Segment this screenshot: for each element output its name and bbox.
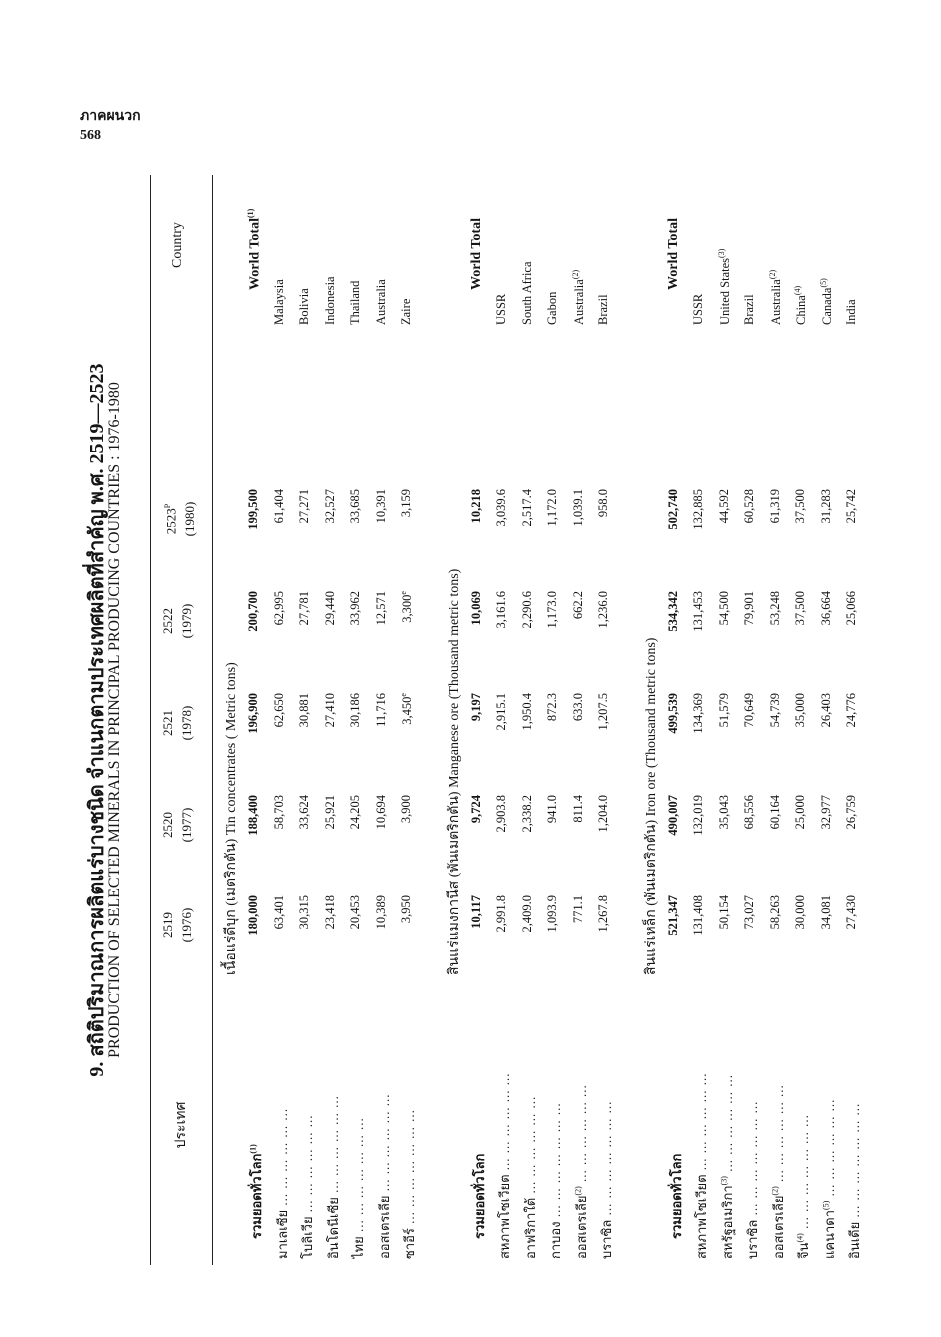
- value-cell: 958.0: [596, 489, 610, 518]
- value-cell: 30,000: [793, 895, 807, 930]
- value-cell: 37,500: [793, 591, 807, 626]
- value-cell: 73,027: [742, 895, 756, 930]
- country-name-thai: อินเดีย ... ... ... ... ... ... ...: [847, 1102, 862, 1259]
- value-cell: 3,039.6: [494, 489, 508, 527]
- country-name-thai: ไทย ... ... ... ... ... ... ...: [351, 1117, 366, 1259]
- value-cell: 2,991.8: [494, 895, 508, 933]
- value-cell: 499,539: [665, 693, 680, 734]
- value-cell: 61,319: [767, 489, 782, 524]
- value-cell: 50,154: [716, 895, 731, 930]
- value-cell: 1,267.8: [596, 895, 610, 933]
- value-cell: 1,039.1: [570, 489, 585, 527]
- table-row: [494, 175, 518, 1265]
- table-title-english: PRODUCTION OF SELECTED MINERALS IN PRINCIPAL PRODUCING COUNTRIES : 1976-1980: [106, 382, 123, 1058]
- value-cell: 188,400: [246, 795, 260, 836]
- value-cell: 54,739: [767, 693, 782, 728]
- country-name-thai: รวมยอดทั่วโลก$^{(1)}$: [248, 1144, 264, 1239]
- total-row: [666, 175, 690, 1265]
- table-row: [717, 175, 741, 1265]
- value-cell: 34,081: [818, 895, 833, 930]
- value-cell: 196,900: [246, 693, 260, 734]
- rotated-statistics-table: [70, 175, 890, 1265]
- value-cell: 58,703: [271, 795, 286, 830]
- country-name-english: Brazil: [742, 294, 756, 325]
- value-cell: 1,204.0: [596, 795, 610, 833]
- value-cell: 26,759: [844, 795, 858, 830]
- country-name-english: Canada$^{(5)}$: [818, 278, 834, 325]
- value-cell: 131,453: [691, 591, 705, 632]
- value-cell: 62,650: [271, 693, 286, 728]
- value-cell: 10,694: [373, 795, 388, 830]
- value-cell: 1,173.0: [545, 591, 559, 629]
- value-cell: 2,290.6: [519, 591, 534, 629]
- value-cell: 33,962: [348, 591, 362, 626]
- value-cell: 27,781: [297, 591, 311, 626]
- country-name-english: World Total$^{(1)}$: [246, 208, 263, 290]
- section-title: เนื้อแร่ดีบุก (เมตริกตัน) Tin concentrates ( Metric tons): [224, 662, 239, 975]
- value-cell: 35,043: [716, 795, 731, 830]
- value-cell: 2,517.4: [519, 489, 534, 527]
- value-cell: 44,592: [716, 489, 731, 524]
- value-cell: 70,649: [742, 693, 756, 728]
- value-cell: 27,410: [322, 693, 337, 728]
- country-name-thai: แคนาดา$^{(5)}$ ... ... ... ... ... ...: [821, 1098, 837, 1259]
- value-cell: 27,430: [844, 895, 858, 930]
- top-rule: [150, 175, 151, 1265]
- header-rule: [212, 175, 213, 1265]
- year-header: $2523^P$ (1980): [163, 501, 198, 537]
- country-name-thai: รวมยอดทั่วโลก: [668, 1153, 684, 1239]
- value-cell: 30,186: [348, 693, 362, 728]
- country-name-english: Indonesia: [322, 276, 337, 325]
- value-cell: 1,207.5: [596, 693, 610, 731]
- country-name-thai: กาบอง ... ... ... ... ... ... ...: [548, 1102, 563, 1259]
- page-header: [80, 107, 141, 145]
- table-row: [399, 175, 423, 1265]
- value-cell: 26,403: [818, 693, 833, 728]
- country-name-thai: มาเลเซีย ... ... ... ... ... ...: [274, 1107, 290, 1259]
- table-row: [272, 175, 296, 1265]
- country-name-english: Brazil: [596, 294, 610, 325]
- value-cell: 37,500: [793, 489, 807, 524]
- country-name-thai: สหรัฐอเมริกา$^{(3)}$ ... ... ... ... ... ...: [719, 1074, 735, 1259]
- value-cell: 29,440: [322, 591, 337, 626]
- value-cell: 3,161.6: [494, 591, 508, 629]
- country-name-thai: สหภาพโซเวียต ... ... ... ... ... ...: [497, 1072, 512, 1259]
- value-cell: 1,236.0: [596, 591, 610, 629]
- total-row: [469, 175, 493, 1265]
- year-header: 2520 (1977): [160, 807, 194, 843]
- value-cell: 9,724: [468, 795, 483, 824]
- value-cell: 1,950.4: [519, 693, 534, 731]
- value-cell: 10,391: [373, 489, 388, 524]
- country-name-english: Gabon: [545, 291, 559, 325]
- country-name-english: United States$^{(3)}$: [716, 248, 732, 325]
- country-name-thai: โบลิเวีย ... ... ... ... ... ...: [300, 1114, 315, 1259]
- value-cell: 3,300e: [399, 591, 415, 623]
- value-cell: 10,218: [468, 489, 483, 524]
- value-cell: 662.2: [570, 591, 585, 620]
- value-cell: 36,664: [818, 591, 833, 626]
- header-country-english: Country: [170, 222, 185, 268]
- value-cell: 633.0: [570, 693, 585, 722]
- value-cell: 63,401: [271, 895, 286, 930]
- country-name-thai: อาฟริกาใต้ ... ... ... ... ... ...: [522, 1095, 538, 1259]
- table-row: [596, 175, 620, 1265]
- value-cell: 534,342: [665, 591, 680, 632]
- table-row: [374, 175, 398, 1265]
- table-row: [323, 175, 347, 1265]
- value-cell: 180,000: [246, 895, 260, 936]
- section-title: สินแร่แมงกานีส (พันเมตริกตัน) Manganese ore (Thousand metric tons): [446, 568, 462, 975]
- value-cell: 24,205: [348, 795, 362, 830]
- value-cell: 2,915.1: [494, 693, 508, 731]
- value-cell: 25,742: [844, 489, 858, 524]
- country-name-english: Zaire: [399, 298, 413, 325]
- value-cell: 1,093.9: [545, 895, 559, 933]
- value-cell: 58,263: [767, 895, 782, 930]
- total-row: [246, 175, 270, 1265]
- country-name-english: Malaysia: [271, 279, 286, 325]
- table-row: [348, 175, 372, 1265]
- value-cell: 25,921: [322, 795, 337, 830]
- value-cell: 23,418: [322, 895, 337, 930]
- value-cell: 502,740: [665, 489, 680, 530]
- value-cell: 32,977: [818, 795, 833, 830]
- value-cell: 1,172.0: [545, 489, 559, 527]
- country-name-english: USSR: [494, 293, 508, 325]
- value-cell: 60,528: [742, 489, 756, 524]
- country-name-english: India: [844, 299, 858, 325]
- country-name-english: Australia$^{(2)}$: [570, 269, 586, 325]
- country-name-thai: บราซิล ... ... ... ... ... ... ...: [599, 1100, 614, 1259]
- section-label: ภาคผนวก: [80, 109, 141, 124]
- country-name-english: China$^{(4)}$: [793, 285, 809, 325]
- country-name-english: World Total: [665, 218, 681, 290]
- value-cell: 131,408: [691, 895, 705, 936]
- value-cell: 811.4: [570, 795, 585, 823]
- year-header: 2521 (1978): [160, 705, 194, 741]
- table-row: [297, 175, 321, 1265]
- value-cell: 521,347: [665, 895, 680, 936]
- country-name-english: World Total: [468, 218, 484, 290]
- value-cell: 490,007: [665, 795, 680, 836]
- value-cell: 3,450e: [399, 693, 415, 725]
- table-row: [768, 175, 792, 1265]
- value-cell: 3,159: [399, 489, 413, 518]
- value-cell: 53,248: [767, 591, 782, 626]
- country-name-english: South Africa: [519, 261, 534, 325]
- value-cell: 32,527: [322, 489, 337, 524]
- country-name-english: Bolivia: [297, 288, 311, 325]
- value-cell: 33,685: [348, 489, 362, 524]
- value-cell: 132,019: [691, 795, 705, 836]
- country-name-thai: สหภาพโซเวียต ... ... ... ... ... ...: [694, 1072, 709, 1259]
- country-name-english: USSR: [691, 293, 705, 325]
- table-row: [793, 175, 817, 1265]
- value-cell: 68,556: [742, 795, 756, 830]
- country-name-thai: ออสเตรเลีย ... ... ... ... ... ...: [376, 1093, 392, 1259]
- value-cell: 11,716: [373, 693, 388, 727]
- table-title-thai: 9. สถิติปริมาณการผลิตแร่บางชนิด จำแนกตามประเทศผลิตที่สำคัญ พ.ศ. 2519—2523: [86, 363, 108, 1077]
- value-cell: 9,197: [468, 693, 483, 722]
- table-row: [844, 175, 868, 1265]
- country-name-english: Australia$^{(2)}$: [767, 269, 783, 325]
- value-cell: 27,271: [297, 489, 311, 524]
- value-cell: 2,338.2: [519, 795, 534, 833]
- table-row: [520, 175, 544, 1265]
- value-cell: 25,066: [844, 591, 858, 626]
- country-name-thai: บราซิล ... ... ... ... ... ... ...: [745, 1100, 760, 1259]
- value-cell: 61,404: [271, 489, 286, 524]
- country-name-thai: ออสเตรเลีย$^{(2)}$ ... ... ... ... ... ...: [770, 1084, 786, 1259]
- value-cell: 33,624: [297, 795, 311, 830]
- table-row: [571, 175, 595, 1265]
- value-cell: 132,885: [691, 489, 705, 530]
- value-cell: 10,117: [468, 895, 483, 929]
- table-row: [691, 175, 715, 1265]
- table-row: [742, 175, 766, 1265]
- value-cell: 3,900: [399, 795, 413, 824]
- header-country-thai: ประเทศ: [174, 1101, 189, 1149]
- country-name-english: Thailand: [348, 280, 362, 325]
- value-cell: 199,500: [246, 489, 260, 530]
- table-row: [819, 175, 843, 1265]
- section-title: สินแร่เหล็ก (พันเมตริกตัน) Iron ore (Thousand metric tons): [643, 637, 659, 975]
- value-cell: 31,283: [818, 489, 833, 524]
- value-cell: 30,315: [297, 895, 311, 930]
- page-number: 568: [80, 128, 101, 143]
- country-name-thai: ออสเตรเลีย$^{(2)}$ ... ... ... ... ... ...: [573, 1084, 589, 1259]
- value-cell: 79,901: [742, 591, 756, 626]
- value-cell: 10,069: [468, 591, 483, 626]
- value-cell: 30,881: [297, 693, 311, 728]
- country-name-thai: อินโดนีเซีย ... ... ... ... ... ...: [325, 1095, 341, 1259]
- value-cell: 134,369: [691, 693, 705, 734]
- country-name-thai: รวมยอดทั่วโลก: [471, 1153, 487, 1239]
- value-cell: 51,579: [716, 693, 731, 728]
- year-header: 2519 (1976): [160, 907, 194, 943]
- value-cell: 20,453: [348, 895, 362, 930]
- value-cell: 12,571: [373, 591, 388, 626]
- year-header: 2522 (1979): [160, 603, 194, 639]
- value-cell: 25,000: [793, 795, 807, 830]
- value-cell: 62,995: [271, 591, 286, 626]
- table-row: [545, 175, 569, 1265]
- value-cell: 10,389: [373, 895, 388, 930]
- value-cell: 60,164: [767, 795, 782, 830]
- country-name-english: Australia: [373, 279, 388, 325]
- value-cell: 200,700: [246, 591, 260, 632]
- value-cell: 2,409.0: [519, 895, 534, 933]
- value-cell: 54,500: [716, 591, 731, 626]
- country-name-thai: ซาอีร์ ... ... ... ... ... ... ...: [402, 1109, 417, 1259]
- value-cell: 3,950: [399, 895, 413, 924]
- value-cell: 24,776: [844, 693, 858, 728]
- value-cell: 941.0: [545, 795, 559, 824]
- value-cell: 872.3: [545, 693, 559, 722]
- value-cell: 35,000: [793, 693, 807, 728]
- country-name-thai: จีน$^{(4)}$ ... ... ... ... ... ... ...: [795, 1114, 811, 1259]
- value-cell: 771.1: [570, 895, 585, 924]
- value-cell: 2,903.8: [494, 795, 508, 833]
